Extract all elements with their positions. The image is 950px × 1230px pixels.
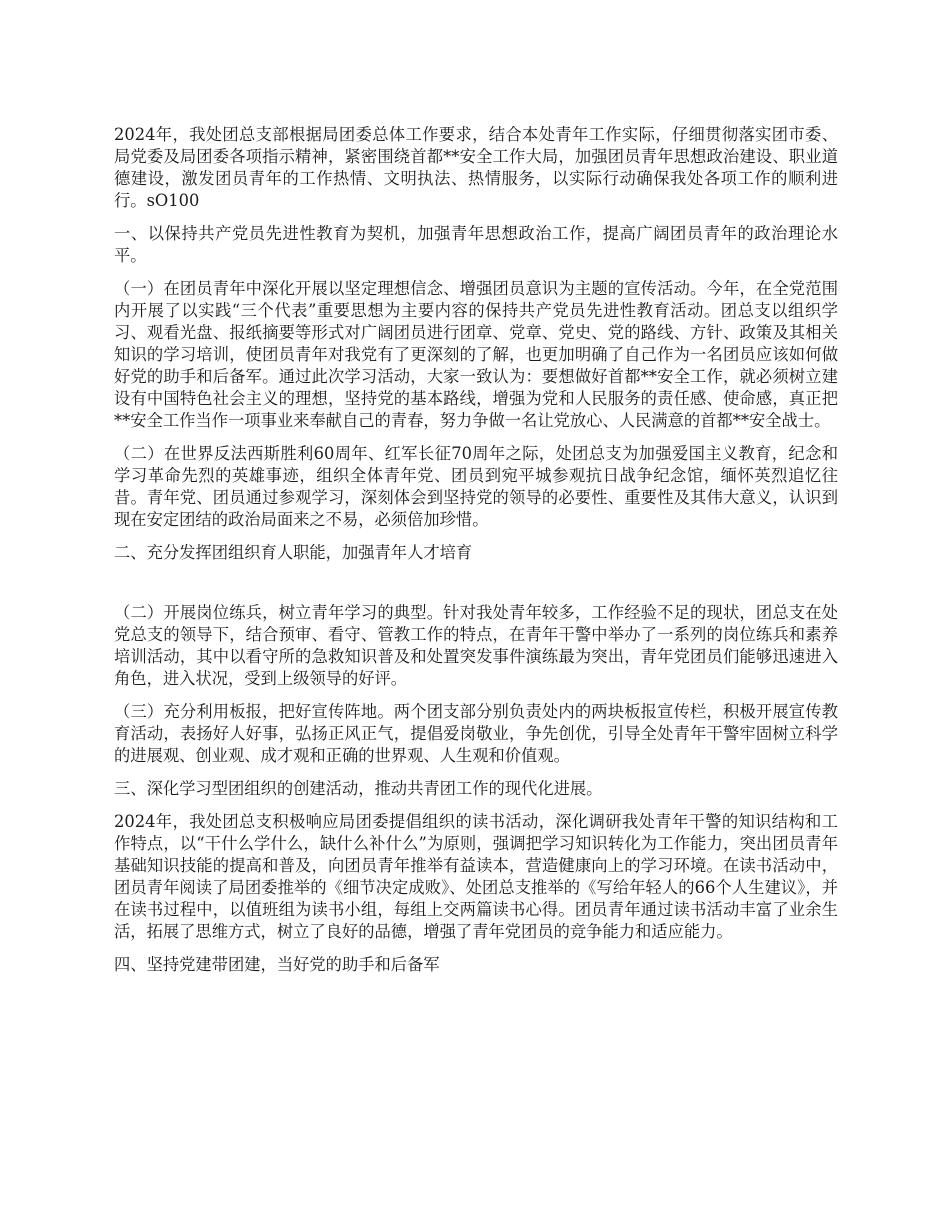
document-body [114, 124, 838, 987]
intro-paragraph: 2024年，我处团总支部根据局团委总体工作要求，结合本处青年工作实际，仔细贯彻落实团市委、局党委及局团委各项指示精神，紧密围绕首都**安全工作大局，加强团员青年思想政治建设、职业道德建设，激发团员青年的工作热情、文明执法、热情服务，以实际行动确保我处各项工作的顺利进行。sO100 [114, 125, 838, 210]
subsection-2-2: （二）开展岗位练兵，树立青年学习的典型。针对我处青年较多，工作经验不足的现状，团总支在处党总支的领导下，结合预审、看守、管教工作的特点，在青年干警中举办了一系列的岗位练兵和素养培训活动，其中以看守所的急救知识普及和处置突发事件演练最为突出，青年党团员们能够迅速进入角色，进入状况，受到上级领导的好评。 [114, 603, 838, 688]
subsection-1-2: （二）在世界反法西斯胜利60周年、红军长征70周年之际，处团总支为加强爱国主义教育，纪念和学习革命先烈的英雄事迹，组织全体青年党、团员到宛平城参观抗日战争纪念馆，缅怀英烈追忆往昔。青年党、团员通过参观学习，深刻体会到坚持党的领导的必要性、重要性及其伟大意义，认识到现在安定团结的政治局面来之不易，必须倍加珍惜。 [114, 444, 838, 529]
section-heading-3: 三、深化学习型团组织的创建活动，推动共青团工作的现代化进展。 [114, 779, 603, 798]
subsection-1-1: （一）在团员青年中深化开展以坚定理想信念、增强团员意识为主题的宣传活动。今年，在全党范围内开展了以实践“三个代表”重要思想为主要内容的保持共产党员先进性教育活动。团总支以组织学习、观看光盘、报纸摘要等形式对广阔团员进行团章、党章、党史、党的路线、方针、政策及其相关知识的学习培训，使团员青年对我党有了更深刻的了解，也更加明确了自己作为一名团员应该如何做好党的助手和后备军。通过此次学习活动，大家一致认为：要想做好首都**安全工作，就必须树立建设有中国特色社会主义的理想，坚持党的基本路线，增强为党和人民服务的责任感、使命感，真正把**安全工作当作一项事业来奉献自己的青春，努力争做一名让党放心、人民满意的首都**安全战士。 [114, 279, 838, 430]
section-heading-1: 一、以保持共产党员先进性教育为契机，加强青年思想政治工作，提高广阔团员青年的政治理论水平。 [114, 224, 838, 265]
section-heading-4: 四、坚持党建带团建，当好党的助手和后备军 [114, 955, 440, 974]
subsection-2-3: （三）充分利用板报，把好宣传阵地。两个团支部分别负责处内的两块板报宣传栏，积极开展宣传教育活动，表扬好人好事，弘扬正风正气，提倡爱岗敬业，争先创优，引导全处青年干警牢固树立科学的进展观、创业观、成才观和正确的世界观、人生观和价值观。 [114, 702, 838, 765]
section-3-paragraph: 2024年，我处团总支积极响应局团委提倡组织的读书活动，深化调研我处青年干警的知识结构和工作特点，以“干什么学什么，缺什么补什么”为原则，强调把学习知识转化为工作能力，突出团员青年基础知识技能的提高和普及，向团员青年推举有益读本，营造健康向上的学习环境。在读书活动中，团员青年阅读了局团委推举的《细节决定成败》、处团总支推举的《写给年轻人的66个人生建议》，并在读书过程中，以值班组为读书小组，每组上交两篇读书心得。团员青年通过读书活动丰富了业余生活，拓展了思维方式，树立了良好的品德，增强了青年党团员的竞争能力和适应能力。 [114, 812, 838, 941]
section-heading-2: 二、充分发挥团组织育人职能，加强青年人才培育 [114, 543, 473, 562]
